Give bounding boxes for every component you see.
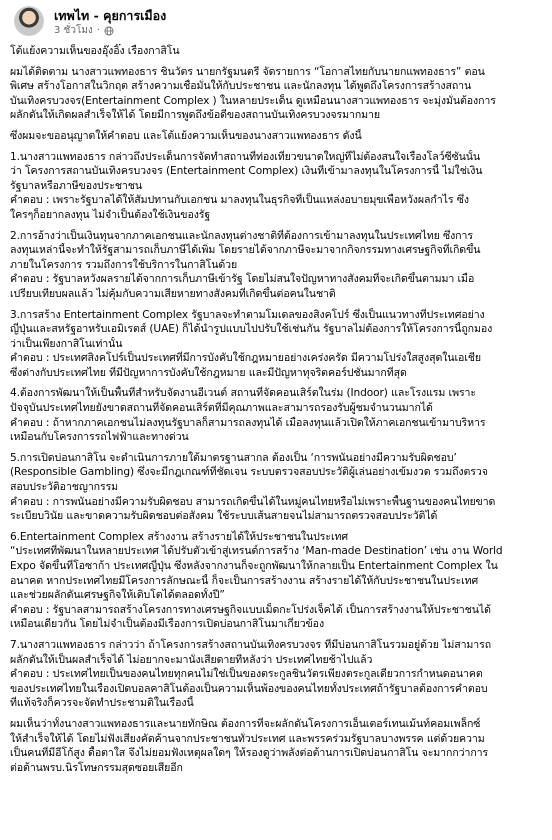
text-line: (Responsible Gambling) ซึ่งจะมีกฎเกณฑ์ที่ชัดเจน ระบบตรวจสอบประวัติผู้เล่นอย่างเข้มงวด รวมถึงตรวจ bbox=[10, 466, 488, 479]
text-line: ใครๆก็อยากลงทุน ไม่จำเป็นต้องใช้เงินของรัฐ bbox=[10, 208, 211, 221]
text-line: 2.การอ้างว่าเป็นเงินทุนจากภาคเอกชนและนักลงทุนต่างชาติที่ต้องการเข้ามาลงทุนในประเทศไทย ซึ่งการ bbox=[10, 229, 473, 242]
text-line: 3.การสร้าง Entertainment Complex รัฐบาลจะทำตามโมเดลของสิงคโปร์ ซึ่งเป็นแนวทางที่ประเทศอย่าง bbox=[10, 308, 485, 321]
post-paragraph bbox=[10, 717, 542, 775]
text-line: สอบประวัติอาชญากรรม bbox=[10, 481, 119, 494]
text-line: ปัจจุบันประเทศไทยยังขาดสถานที่จัดคอนเสิร์ตที่มีคุณภาพและสามารถรองรับผู้ชมจำนวนมากได้ bbox=[10, 402, 433, 415]
post-paragraph bbox=[10, 65, 542, 123]
text-line: เปรียบเทียบผลแล้ว ไม่คุ้มกับความเสียหายทางสังคมที่เกิดขึ้นต่อคนในชาติ bbox=[10, 287, 336, 300]
post-paragraph bbox=[10, 638, 542, 711]
text-line: ว่า โครงการสถานบันเทิงครบวงจร (Entertainment Complex) เงินที่เข้ามาลงทุนในโครงการนี้ ไม่ใช่เงิน bbox=[10, 165, 483, 178]
text-line: ลงทุนเหล่านี้จะทำให้รัฐสามารถเก็บภาษีได้เพิ่ม โดยรายได้จากภาษีจะมาจากกิจกรรมทางเศรษฐกิจที่เกิดขึ้น bbox=[10, 244, 481, 257]
text-line: คำตอบ : ถ้าหากภาคเอกชนไม่ลงทุนรัฐบาลก็สามารถลงทุนได้ เมื่อลงทุนแล้วเปิดให้ภาคเอกชนเข้ามาบริหาร bbox=[10, 416, 486, 429]
text-line: 1.นางสาวแพทองธาร กล่าวถึงประเด็นการจัดทำสถานที่ท่องเที่ยวขนาดใหญ่ที่ไม่ต้องสนใจเรื่องโลว์ซีซันนั้น bbox=[10, 150, 481, 163]
text-line: 4.ต้องการพัฒนาให้เป็นพื้นที่สำหรับจัดงานอีเวนต์ สถานที่จัดคอนเสิร์ตในร่ม (Indoor) และโรงแรม เพราะ bbox=[10, 387, 476, 400]
post-paragraph bbox=[10, 530, 542, 632]
text-line: อนาคต หากประเทศไทยมีโครงการลักษณะนี้ ก็จะเป็นการสร้างงาน สร้างรายได้ให้กับประชาชนในประเทศ bbox=[10, 574, 479, 587]
text-line: ให้สำเร็จให้ได้ โดยไม่ฟังเสียงคัดค้านจากประชาชนทั่วประเทศ และพรรคร่วมรัฐบาลบางพรรค แต่ด้วยความ bbox=[10, 732, 485, 745]
text-line: 7.นางสาวแพทองธาร กล่าวว่า ถ้าโครงการสร้างสถานบันเทิงครบวงจร ที่มีบ่อนกาสิโนรวมอยู่ด้วย ไม่สามารถ bbox=[10, 638, 492, 651]
text-line: Expo จัดขึ้นที่โอซาก้า ประเทศญี่ปุ่น ซึ่งหลังจากงานก็จะถูกพัฒนาให้กลายเป็น Entertainment Complex ใน bbox=[10, 560, 498, 572]
text-line: โต้แย้งความเห็นของอุ๊งอิ๊ง เรื่องกาสิโน bbox=[10, 45, 180, 57]
text-line: พิเศษ สร้างโอกาสในวิกฤต สร้างความเชื่อมั่นให้กับประชาชน และนักลงทุน ได้พูดถึงโครงการสร้างสถาน bbox=[10, 80, 472, 93]
text-line: ที่แท้จริงก็ควรจะจัดทำประชามติในเรื่องนี้ bbox=[10, 697, 194, 710]
text-line: รัฐบาลหรือภาษีของประชาชน bbox=[10, 179, 143, 192]
text-line: ระเบียบวินัย และขาดความรับผิดชอบต่อสังคม ใช้ระบบเส้นสายจนไม่สามารถตรวจสอบประวัติได้ bbox=[10, 510, 438, 523]
post-paragraph bbox=[10, 386, 542, 444]
text-line: ญี่ปุ่นและสหรัฐอาหรับเอมิเรตส์ (UAE) ก็ได้นำรูปแบบไปปรับใช้เช่นกัน รัฐบาลไม่ต้องการให้โครงการนี้ถูกมอง bbox=[10, 323, 493, 336]
post-paragraph bbox=[10, 150, 542, 223]
text-line: ภายในโครงการ รวมถึงการใช้บริการในกาสิโนด้วย bbox=[10, 258, 238, 271]
text-line: ผมเห็นว่าทั้งนางสาวแพทองธารและนายทักษิณ ต้องการที่จะผลักดันโครงการเอ็นเตอร์เทนเม้นท์คอมเพล็กซ์ bbox=[10, 717, 481, 730]
text-line: ซึ่งผมจะขออนุญาตให้คำตอบ และโต้แย้งความเห็นของนางสาวแพทองธาร ดังนี้ bbox=[10, 129, 362, 142]
text-line: คำตอบ : เพราะรัฐบาลได้ให้สัมปทานกับเอกชน มาลงทุนในธุรกิจที่เป็นแหล่งอบายมุขเพื่อหวังผลกำไร ซึ่ง bbox=[10, 194, 469, 207]
text-line: “ประเทศที่พัฒนาในหลายประเทศ ได้ปรับตัวเข้าสู่เทรนด์การสร้าง ‘Man-made Destination’ เช่น งาน World bbox=[10, 545, 503, 558]
text-line: ของประเทศไทยในเรื่องเปิดบอลคาสิโนต้องเป็นความเห็นพ้องของคนไทยทั้งประเทศถ้ารัฐบาลต้องการคำตอบ bbox=[10, 682, 488, 695]
globe-icon bbox=[104, 26, 114, 36]
text-line: บันเทิงครบวงจร(Entertainment Complex ) ในหลายประเด็น ดูเหมือนนางสาวแพทองธาร จะมุ่งมั่นต้องการ bbox=[10, 94, 496, 107]
text-line: คำตอบ : รัฐบาลสามารถสร้างโครงการทางเศรษฐกิจแบบเม็ดกะโปร่งเจ็คได้ เป็นการสร้างงานให้ประชาชนได้ bbox=[10, 603, 491, 616]
post-header bbox=[10, 0, 542, 40]
text-line: ซึ่งต่างกับประเทศไทย ที่มีปัญหาการบังคับใช้กฎหมาย และมีปัญหาทุจริตคอร์ปชั่นมากที่สุด bbox=[10, 366, 407, 379]
post-paragraph bbox=[10, 229, 542, 302]
text-line: 6.Entertainment Complex สร้างงาน สร้างรายได้ให้ประชาชนในประเทศ bbox=[10, 530, 348, 543]
post-timestamp[interactable]: 3 ชั่วโมง bbox=[54, 25, 93, 36]
text-line: คำตอบ : รัฐบาลหวังผลรายได้จากการเก็บภาษีเข้ารัฐ โดยไม่สนใจปัญหาทางสังคมที่จะเกิดขึ้นตามมา เมื่อ bbox=[10, 273, 475, 286]
text-line: ผลักดันให้เป็นผลสำเร็จได้ ไม่อยากจะมานั่งเสียดายทีหลังว่า ประเทศไทยช้าไปแล้ว bbox=[10, 653, 373, 666]
text-line: คำตอบ : ประเทศสิงคโปร์เป็นประเทศที่มีการบังคับใช้กฎหมายอย่างเคร่งครัด มีความโปร่งใสสูงสุดในเอเชีย bbox=[10, 352, 481, 365]
post-paragraph bbox=[10, 451, 542, 524]
text-line: 5.การเปิดบ่อนกาสิโน จะดำเนินการภายใต้มาตรฐานสากล ต้องเป็น ‘การพนันอย่างมีความรับผิดชอบ’ bbox=[10, 451, 457, 464]
post-paragraph bbox=[10, 129, 542, 144]
author-name[interactable]: เทพไท - คุยการเมือง bbox=[54, 8, 167, 23]
text-line: เหมือนกับโครงการรถไฟฟ้าและทางด่วน bbox=[10, 431, 189, 444]
text-line: เหมือนเดียวกัน โดยไม่จำเป็นต้องมีเรื่องการเปิดบ่อนกาสิโนมาเกี่ยวข้อง bbox=[10, 618, 325, 631]
text-line: ว่าเป็นเพียงกาสิโนเท่านั้น bbox=[10, 337, 123, 350]
text-line: และช่วยผลักดันเศรษฐกิจให้เติบโตได้ตลอดทั้งปี” bbox=[10, 589, 225, 602]
post-meta: 3 ชั่วโมง · bbox=[54, 23, 114, 38]
text-line: ผลักดันให้เกิดผลสำเร็จให้ได้ โดยมีการพูดถึงข้อดีของสถานบันเทิงครบวงจรมากมาย bbox=[10, 109, 381, 122]
avatar[interactable] bbox=[14, 6, 44, 36]
text-line: ผมได้ติดตาม นางสาวแพทองธาร ชินวัตร นายกรัฐมนตรี จัดรายการ “โอกาสไทยกับนายกแพทองธาร” ตอน bbox=[10, 65, 485, 78]
post-paragraph bbox=[10, 44, 542, 59]
text-line: เป็นคนที่มีอีโก้สูง ดื้อตาใส จึงไม่ยอมฟังเหตุผลใดๆ ให้รองดูว่าพลังต่อต้านการเปิดบ่อนกาสิโน จะมากกว่าการ bbox=[10, 747, 489, 760]
post-paragraph bbox=[10, 308, 542, 381]
post-text bbox=[10, 44, 542, 781]
text-line: คำตอบ : การพนันอย่างมีความรับผิดชอบ สามารถเกิดขึ้นได้ในหมู่คนไทยหรือไม่เพราะพื้นฐานของคนไทยขาด bbox=[10, 495, 496, 508]
text-line: คำตอบ : ประเทศไทยเป็นของคนไทยทุกคนไม่ใช่เป็นของตระกูลชินวัตรเพียงตระกูลเดียวการกำหนดอนาคต bbox=[10, 668, 483, 681]
text-line: ต่อต้านพรบ.นิรโทษกรรมสุดซอยเสียอีก bbox=[10, 761, 183, 774]
